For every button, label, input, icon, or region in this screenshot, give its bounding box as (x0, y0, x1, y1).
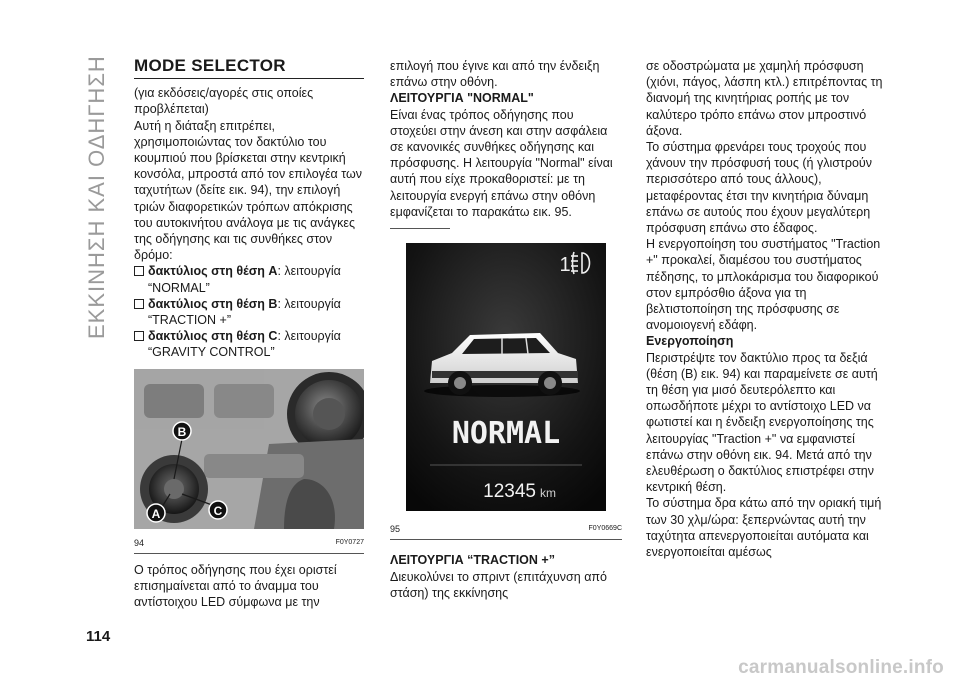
bullet-item (134, 296, 364, 328)
divider (390, 228, 450, 229)
heading-activation: Ενεργοποίηση (646, 334, 734, 349)
paragraph: Το σύστημα δρα κάτω από την οριακή τιμή των 30 χλμ/ώρα: ξεπερνώντας αυτή την ταχύτητα απενεργοποιείται αυτόματα και ενεργοποιείται αμέσως (646, 496, 882, 560)
paragraph: επιλογή που έγινε και από την ένδειξη επάνω στην οθόνη. (390, 59, 600, 90)
heading-normal: ΛΕΙΤΟΥΡΓΙΑ "NORMAL" (390, 91, 534, 106)
figure-number: 94 (134, 537, 145, 548)
section-title: MODE SELECTOR (134, 58, 364, 79)
paragraph: Η ενεργοποίηση του συστήματος "Traction +" προκαλεί, διαμέσου του συστήματος πέδησης, το μπλοκάρισμα του διαφορικού στον εμπρόσθιο άξονα για τη βελτιστοποίηση της πρόσφυσης σε ανομοιογενή εδάφη. (646, 237, 881, 333)
callout-b: B (177, 424, 187, 439)
heading-traction: ΛΕΙΤΟΥΡΓΙΑ “TRACTION +” (390, 553, 555, 568)
paragraph: Ο τρόπος οδήγησης που έχει οριστεί επισημαίνεται από το άναμμα του αντίστοιχου LED σύμφωνα με την (134, 563, 337, 610)
bullet-bold: δακτύλιος στη θέση C (148, 329, 278, 344)
chapter-side-title: ΕΚΚΙΝΗΣΗ ΚΑΙ ΟΔΗΓΗΣΗ (84, 55, 109, 339)
figure-number: 95 (390, 524, 401, 535)
callout-a: A (151, 506, 161, 521)
page-number: 114 (86, 628, 111, 645)
checkbox-bullet-icon (134, 266, 144, 276)
checkbox-bullet-icon (134, 299, 144, 309)
dashboard-display (390, 243, 622, 515)
figure-code: F0Y0727 (335, 538, 364, 546)
bullet-item (134, 263, 364, 295)
mode-selector-photo (134, 369, 364, 529)
column-3 (646, 58, 886, 560)
bullet-item (134, 328, 364, 360)
paragraph: Το σύστημα φρενάρει τους τροχούς που χάνουν την πρόσφυσή τους (ή γλιστρούν περισσότερο από τους άλλους), μεταφέροντας έτσι την κινητήρια δύναμη επάνω σε αυτούς που έχουν μεγαλύτερη πρόσφυση επάνω στο έδαφος. (646, 140, 873, 236)
figure-95 (390, 243, 622, 540)
bullet-text: : λειτουργία “NORMAL” (148, 264, 341, 295)
bullet-bold: δακτύλιος στη θέση A (148, 264, 278, 279)
intro-text: (για εκδόσεις/αγορές στις οποίες προβλέπεται) (134, 86, 314, 117)
watermark-logo: carmanualsonline.info (738, 657, 944, 678)
drive-mode-label: NORMAL (451, 416, 561, 452)
gear-indicator: 1 (559, 254, 571, 277)
checkbox-bullet-icon (134, 331, 144, 341)
bullet-text: : λειτουργία “TRACTION +” (148, 296, 341, 328)
figure-code: F0Y0669C (588, 525, 622, 533)
callout-c: C (213, 503, 223, 518)
odometer-unit: km (540, 486, 556, 501)
paragraph: Αυτή η διάταξη επιτρέπει, χρησιμοποιώντας τον δακτύλιο του κουμπιού που βρίσκεται στην κεντρική κονσόλα, μπροστά από τον επιλογέα των ταχυτήτων (δείτε εικ. 94), την επιλογή τριών διαφορετικών τρόπων απόκρισης του αυτοκινήτου ανάλογα με τις ανάγκες της οδήγησης και τις συνθήκες στον δρόμο: (134, 118, 363, 263)
bullet-bold: δακτύλιος στη θέση B (148, 296, 278, 311)
paragraph: Διευκολύνει το σπριντ (επιτάχυνση από στάση) της εκκίνησης (390, 569, 607, 600)
odometer-value: 12345 (483, 481, 536, 503)
bullet-text: : λειτουργία “GRAVITY CONTROL” (148, 329, 341, 360)
paragraph: σε οδοστρώματα με χαμηλή πρόσφυση (χιόνι, πάγος, λάσπη κτλ.) επιτρέποντας τη διανομή της κινητήριας ροπής με τον καλύτερο τρόπο επάνω στον μπροστινό άξονα. (646, 59, 883, 138)
figure-94 (134, 369, 364, 554)
paragraph: Είναι ένας τρόπος οδήγησης που στοχεύει στην άνεση και στην ασφάλεια σε κανονικές συνθήκες οδήγησης και πρόσφυσης. Η λειτουργία "Normal" είναι αυτή που είχε προκαθοριστεί: με τη λειτουργία ενεργή επάνω στην οθόνη εμφανίζεται το παρακάτω εικ. 95. (390, 107, 613, 219)
column-2 (390, 58, 622, 601)
paragraph: Περιστρέψτε τον δακτύλιο προς τα δεξιά (θέση (B) εικ. 94) και παραμείνετε σε αυτή τη θέση για μισό δευτερόλεπτο και οπωσδήποτε μέχρι το αντίστοιχο LED να φωτιστεί και η ένδειξη ενεργοποίησης της λειτουργίας "Traction +" να εμφανιστεί επάνω στην οθόνη εικ. 94. Μετά από την ελευθέρωση ο δακτύλιος επιστρέφει στην κεντρική θέση. (646, 350, 878, 495)
column-1 (134, 58, 364, 611)
